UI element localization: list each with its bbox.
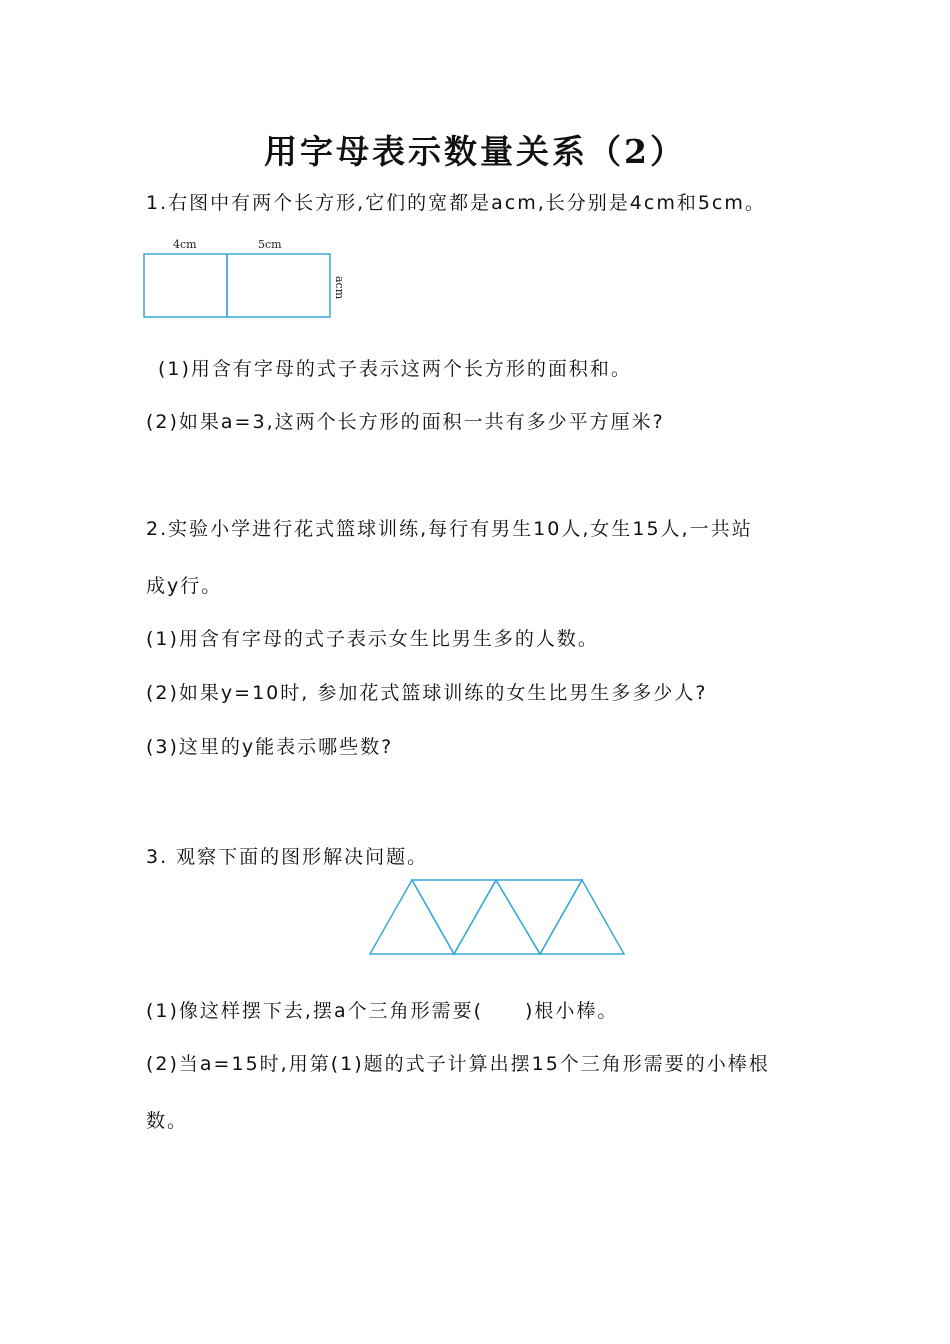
rectangle-right [227, 254, 330, 317]
question-3-text: 3. 观察下面的图形解决问题。 [146, 846, 429, 868]
triangle-2 [412, 880, 496, 954]
label-4cm: 4cm [173, 238, 197, 251]
triangles-figure [364, 874, 634, 964]
question-1-sub-2: (2)如果a=3,这两个长方形的面积一共有多少平方厘米? [146, 411, 665, 433]
label-5cm: 5cm [258, 238, 282, 251]
question-2-text-line-2: 成y行。 [146, 575, 223, 597]
triangle-1 [370, 880, 454, 954]
question-2-sub-3: (3)这里的y能表示哪些数? [146, 736, 394, 758]
question-3-sub-2-line-1: (2)当a=15时,用第(1)题的式子计算出摆15个三角形需要的小棒根 [146, 1053, 770, 1075]
question-1-sub-1: (1)用含有字母的式子表示这两个长方形的面积和。 [158, 358, 632, 380]
question-1-text: 1.右图中有两个长方形,它们的宽都是acm,长分别是4cm和5cm。 [146, 192, 766, 214]
question-2-sub-1: (1)用含有字母的式子表示女生比男生多的人数。 [146, 628, 599, 650]
question-2-sub-2: (2)如果y=10时, 参加花式篮球训练的女生比男生多多少人? [146, 682, 708, 704]
triangle-5 [540, 880, 624, 954]
rectangles-svg [140, 236, 350, 326]
label-acm: acm [333, 276, 346, 300]
triangle-3 [454, 880, 540, 954]
page-title: 用字母表示数量关系（2） [264, 132, 686, 171]
question-3-sub-2-line-2: 数。 [146, 1110, 189, 1132]
question-2-text-line-1: 2.实验小学进行花式篮球训练,每行有男生10人,女生15人,一共站 [146, 518, 753, 540]
rectangles-figure [140, 236, 350, 326]
rectangle-left [144, 254, 227, 317]
question-3-sub-1: (1)像这样摆下去,摆a个三角形需要( )根小棒。 [146, 1000, 619, 1022]
triangle-4 [496, 880, 582, 954]
